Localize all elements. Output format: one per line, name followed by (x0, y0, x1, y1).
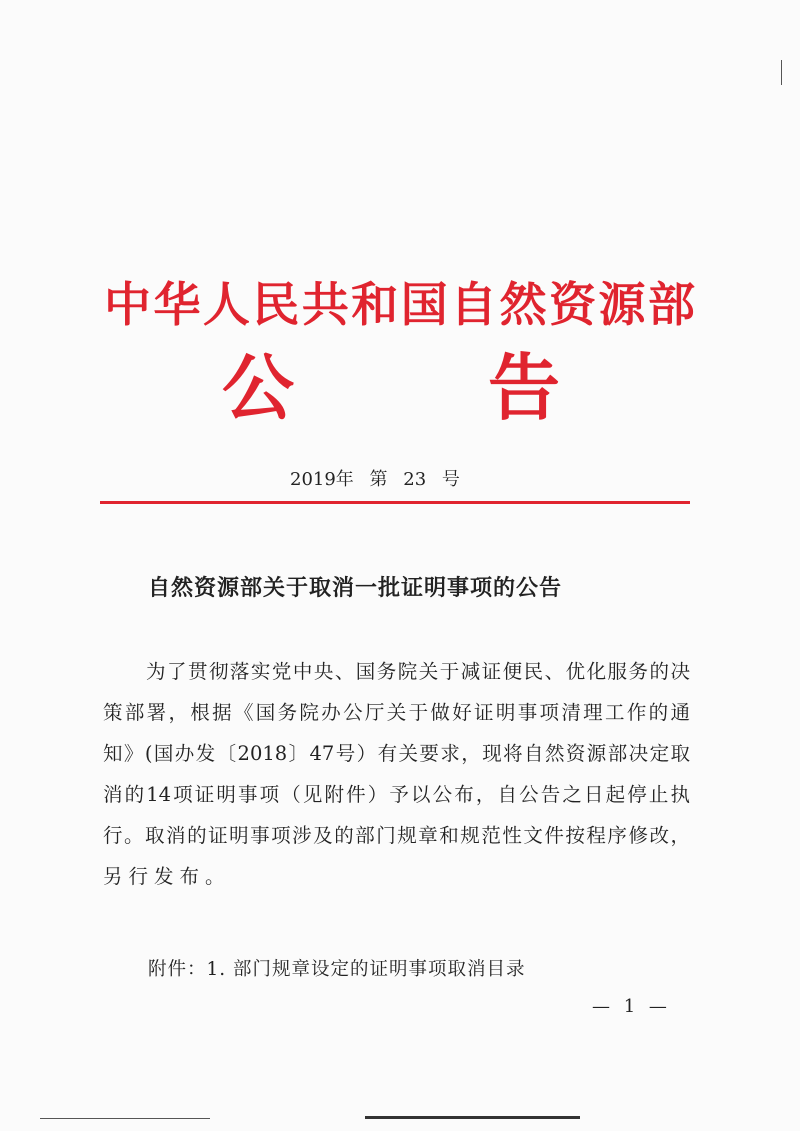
body-line: 策部署，根据《国务院办公厅关于做好证明事项清理工作的通 (103, 701, 690, 724)
scan-edge-mark (40, 1118, 210, 1119)
doc-type-char-1: 公 (222, 346, 295, 430)
body-line: 行。取消的证明事项涉及的部门规章和规范性文件按程序修改， (103, 824, 690, 847)
scan-edge-mark (365, 1116, 580, 1119)
red-divider (100, 501, 690, 504)
body-line: 知》(国办发〔2018〕47号）有关要求，现将自然资源部决定取 (103, 742, 690, 765)
scan-edge-mark (781, 60, 782, 85)
doc-type-char-2: 告 (488, 346, 561, 430)
document-number: 2019年 第 23 号 (290, 469, 460, 490)
page-number: — 1 — (592, 996, 667, 1017)
document-title: 自然资源部关于取消一批证明事项的公告 (148, 575, 563, 601)
issuing-organization: 中华人民共和国自然资源部 (104, 278, 694, 333)
body-line: 消的14项证明事项（见附件）予以公布，自公告之日起停止执 (103, 783, 690, 806)
body-line: 另行发布。 (103, 865, 231, 888)
body-line: 为了贯彻落实党中央、国务院关于减证便民、优化服务的决 (146, 660, 690, 683)
attachment-line: 附件：1. 部门规章设定的证明事项取消目录 (148, 959, 526, 980)
